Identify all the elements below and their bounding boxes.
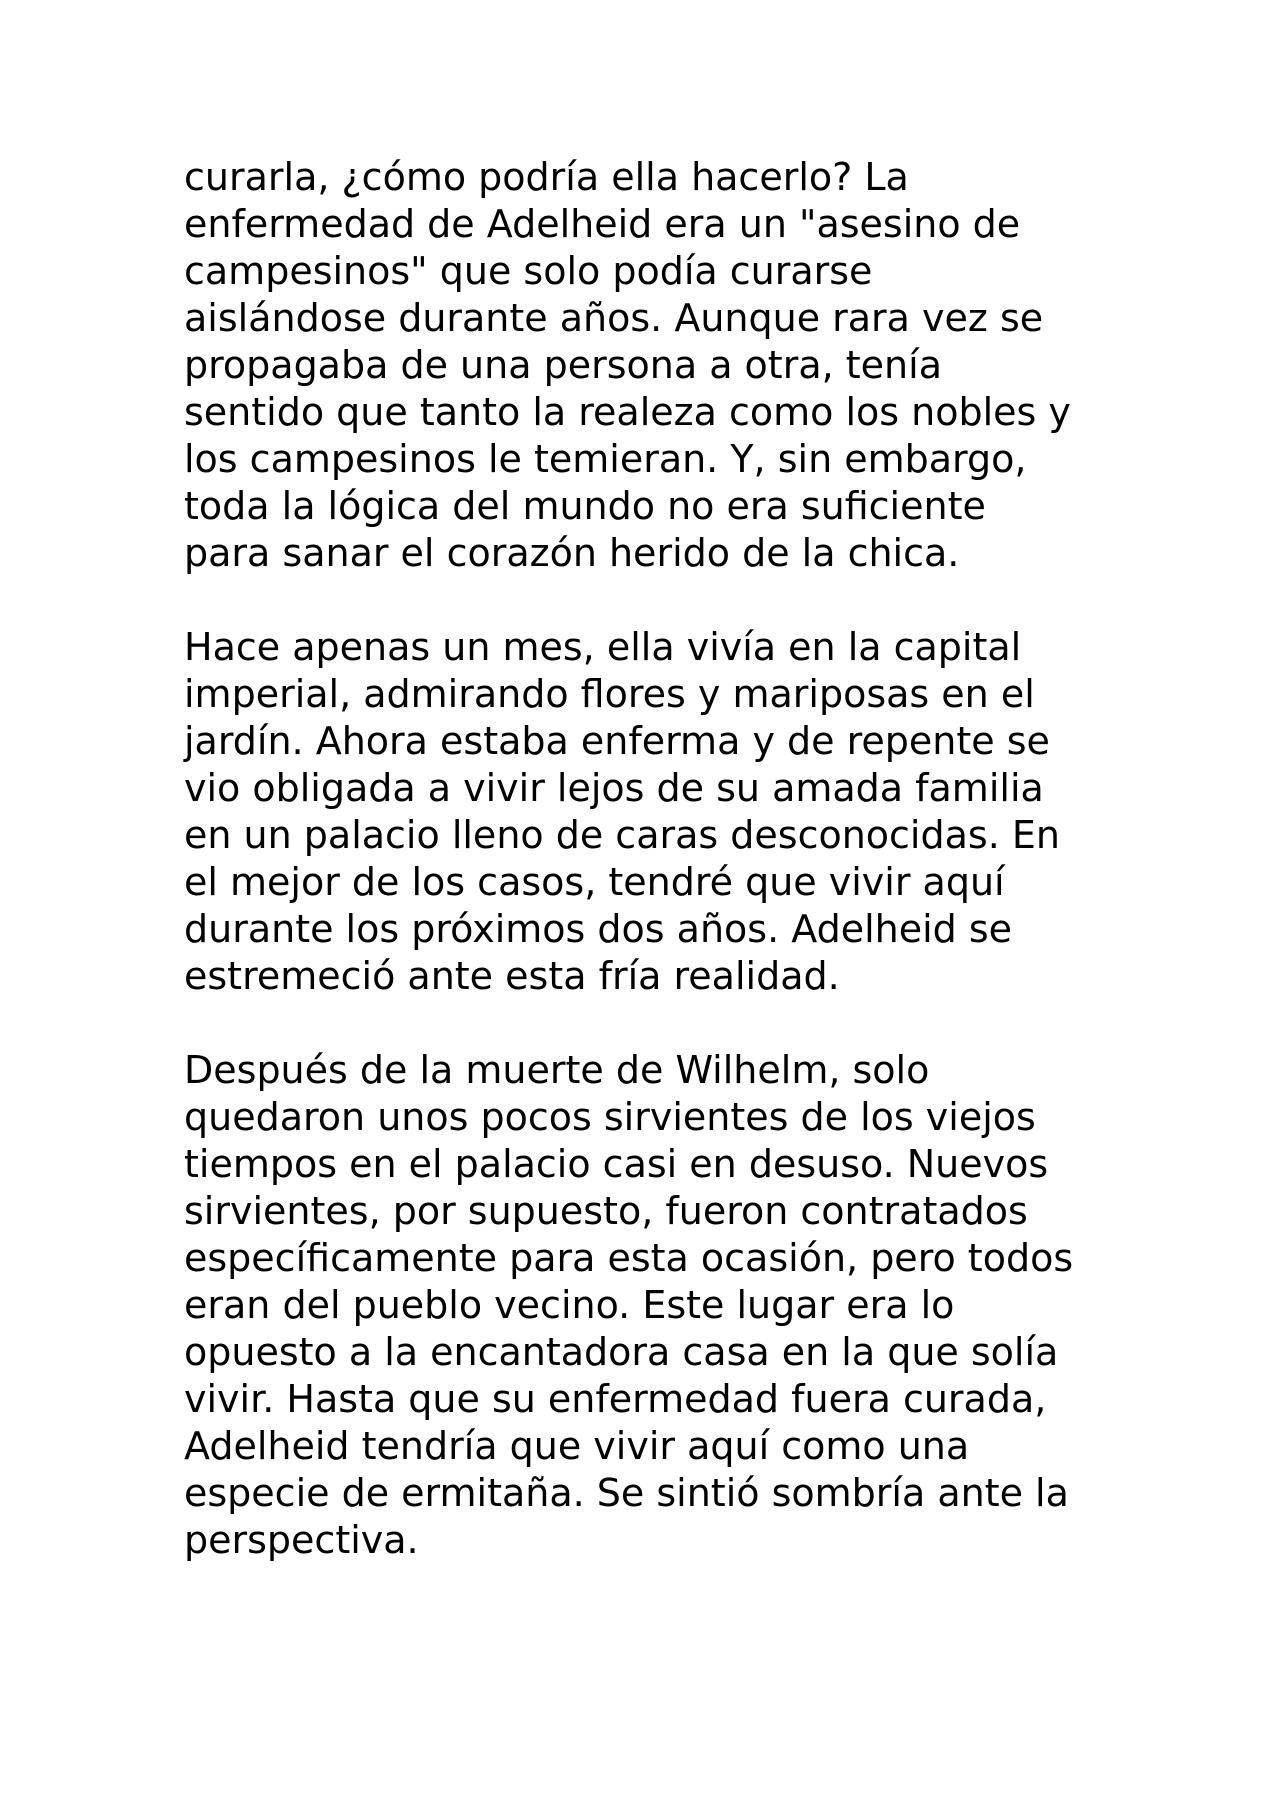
text-line: Hace apenas un mes, ella vivía en la capital	[184, 625, 1022, 669]
paragraph-3	[184, 1047, 1114, 1564]
text-line: específicamente para esta ocasión, pero todos	[184, 1236, 1074, 1280]
text-line: Después de la muerte de Wilhelm, solo	[184, 1048, 930, 1092]
text-line: vivir. Hasta que su enfermedad fuera curada,	[184, 1377, 1047, 1421]
text-line: enfermedad de Adelheid era un "asesino de	[184, 202, 1021, 246]
text-line: sentido que tanto la realeza como los nobles y	[184, 390, 1071, 434]
text-line: eran del pueblo vecino. Este lugar era lo	[184, 1283, 955, 1327]
text-line: para sanar el corazón herido de la chica.	[184, 531, 960, 575]
text-line: jardín. Ahora estaba enferma y de repente se	[184, 719, 1050, 763]
text-line: sirvientes, por supuesto, fueron contratados	[184, 1189, 1028, 1233]
text-line: imperial, admirando flores y mariposas en el	[184, 672, 1035, 716]
text-line: los campesinos le temieran. Y, sin embargo,	[184, 437, 1027, 481]
text-line: tiempos en el palacio casi en desuso. Nuevos	[184, 1142, 1049, 1186]
text-line: propagaba de una persona a otra, tenía	[184, 343, 942, 387]
text-line: opuesto a la encantadora casa en la que solía	[184, 1330, 1059, 1374]
text-line: el mejor de los casos, tendré que vivir aquí	[184, 860, 1005, 904]
text-line: campesinos" que solo podía curarse	[184, 249, 873, 293]
text-line: curarla, ¿cómo podría ella hacerlo? La	[184, 155, 909, 199]
text-line: aislándose durante años. Aunque rara vez se	[184, 296, 1044, 340]
text-line: quedaron unos pocos sirvientes de los viejos	[184, 1095, 1036, 1139]
text-line: Adelheid tendría que vivir aquí como una	[184, 1424, 970, 1468]
text-line: toda la lógica del mundo no era suficiente	[184, 484, 986, 528]
paragraph-1	[184, 154, 1114, 577]
body-text	[184, 154, 1114, 1611]
text-line: estremeció ante esta fría realidad.	[184, 954, 840, 998]
paragraph-2	[184, 624, 1114, 1000]
text-line: especie de ermitaña. Se sintió sombría ante la	[184, 1471, 1069, 1515]
text-line: durante los próximos dos años. Adelheid se	[184, 907, 1013, 951]
text-line: perspectiva.	[184, 1518, 419, 1562]
text-line: vio obligada a vivir lejos de su amada familia	[184, 766, 1044, 810]
text-line: en un palacio lleno de caras desconocidas. En	[184, 813, 1060, 857]
